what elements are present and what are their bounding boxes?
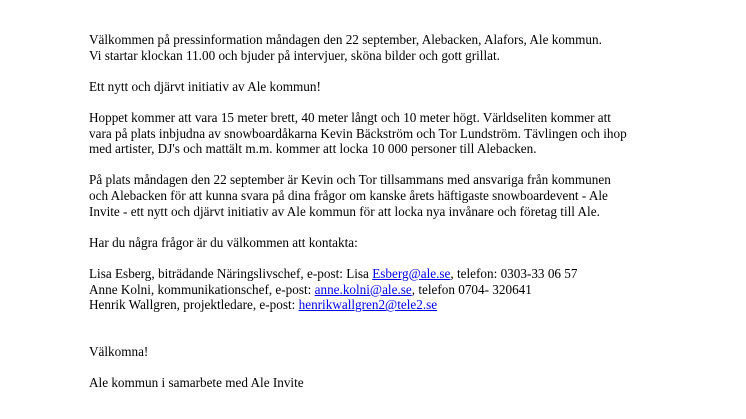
spacer — [89, 157, 729, 173]
contact-prefix: Anne Kolni, kommunikationschef, e-post: — [89, 281, 315, 297]
email-link[interactable]: henrikwallgren2@tele2.se — [298, 297, 438, 313]
contact-row — [89, 282, 729, 298]
email-link[interactable]: anne.kolni@ale.se — [314, 281, 412, 297]
questions-line: Har du några frågor är du välkommen att kontakta: — [89, 234, 358, 250]
contact-suffix: , telefon 0704- 320641 — [411, 281, 532, 297]
contact-suffix: , telefon: 0303-33 06 57 — [450, 265, 578, 281]
contact-row — [89, 266, 729, 282]
spacer — [89, 359, 729, 375]
closing-greeting: Välkomna! — [89, 343, 149, 359]
spacer — [89, 63, 729, 79]
document-body — [89, 32, 729, 391]
headline: Ett nytt och djärvt initiativ av Ale kommun! — [89, 78, 321, 94]
spacer — [89, 250, 729, 266]
contact-prefix: Henrik Wallgren, projektledare, e-post: — [89, 297, 299, 313]
paragraph-1-line-1: Hoppet kommer att vara 15 meter brett, 40 meter långt och 10 meter högt. Världseliten kommer att — [89, 109, 611, 125]
paragraph-1-line-2: vara på plats inbjudna av snowboardåkarna Kevin Bäckström och Tor Lundström. Tävlingen och ihop — [89, 125, 627, 141]
spacer — [89, 219, 729, 235]
spacer — [89, 94, 729, 110]
paragraph-1-line-3: med artister, DJ's och mattält m.m. kommer att locka 10 000 personer till Alebacken. — [89, 141, 537, 157]
intro-line-2: Vi startar klockan 11.00 och bjuder på intervjuer, sköna bilder och gott grillat. — [89, 47, 500, 63]
paragraph-2-line-1: På plats måndagen den 22 september är Kevin och Tor tillsammans med ansvariga från kommunen — [89, 172, 611, 188]
intro-line-1: Välkommen på pressinformation måndagen den 22 september, Alebacken, Alafors, Ale kommun. — [89, 32, 602, 47]
contact-prefix: Lisa Esberg, biträdande Näringslivschef, e-post: Lisa — [89, 265, 373, 281]
paragraph-2-line-2: och Alebacken för att kunna svara på dina frågor om kanske årets häftigaste snowboardevent - Ale — [89, 187, 608, 203]
email-link[interactable]: Esberg@ale.se — [372, 265, 451, 281]
paragraph-2-line-3: Invite - ett nytt och djärvt initiativ av Ale kommun för att locka nya invånare och företag till Ale. — [89, 203, 600, 219]
signature: Ale kommun i samarbete med Ale Invite — [89, 375, 304, 391]
contact-row — [89, 297, 729, 313]
spacer — [89, 313, 729, 344]
